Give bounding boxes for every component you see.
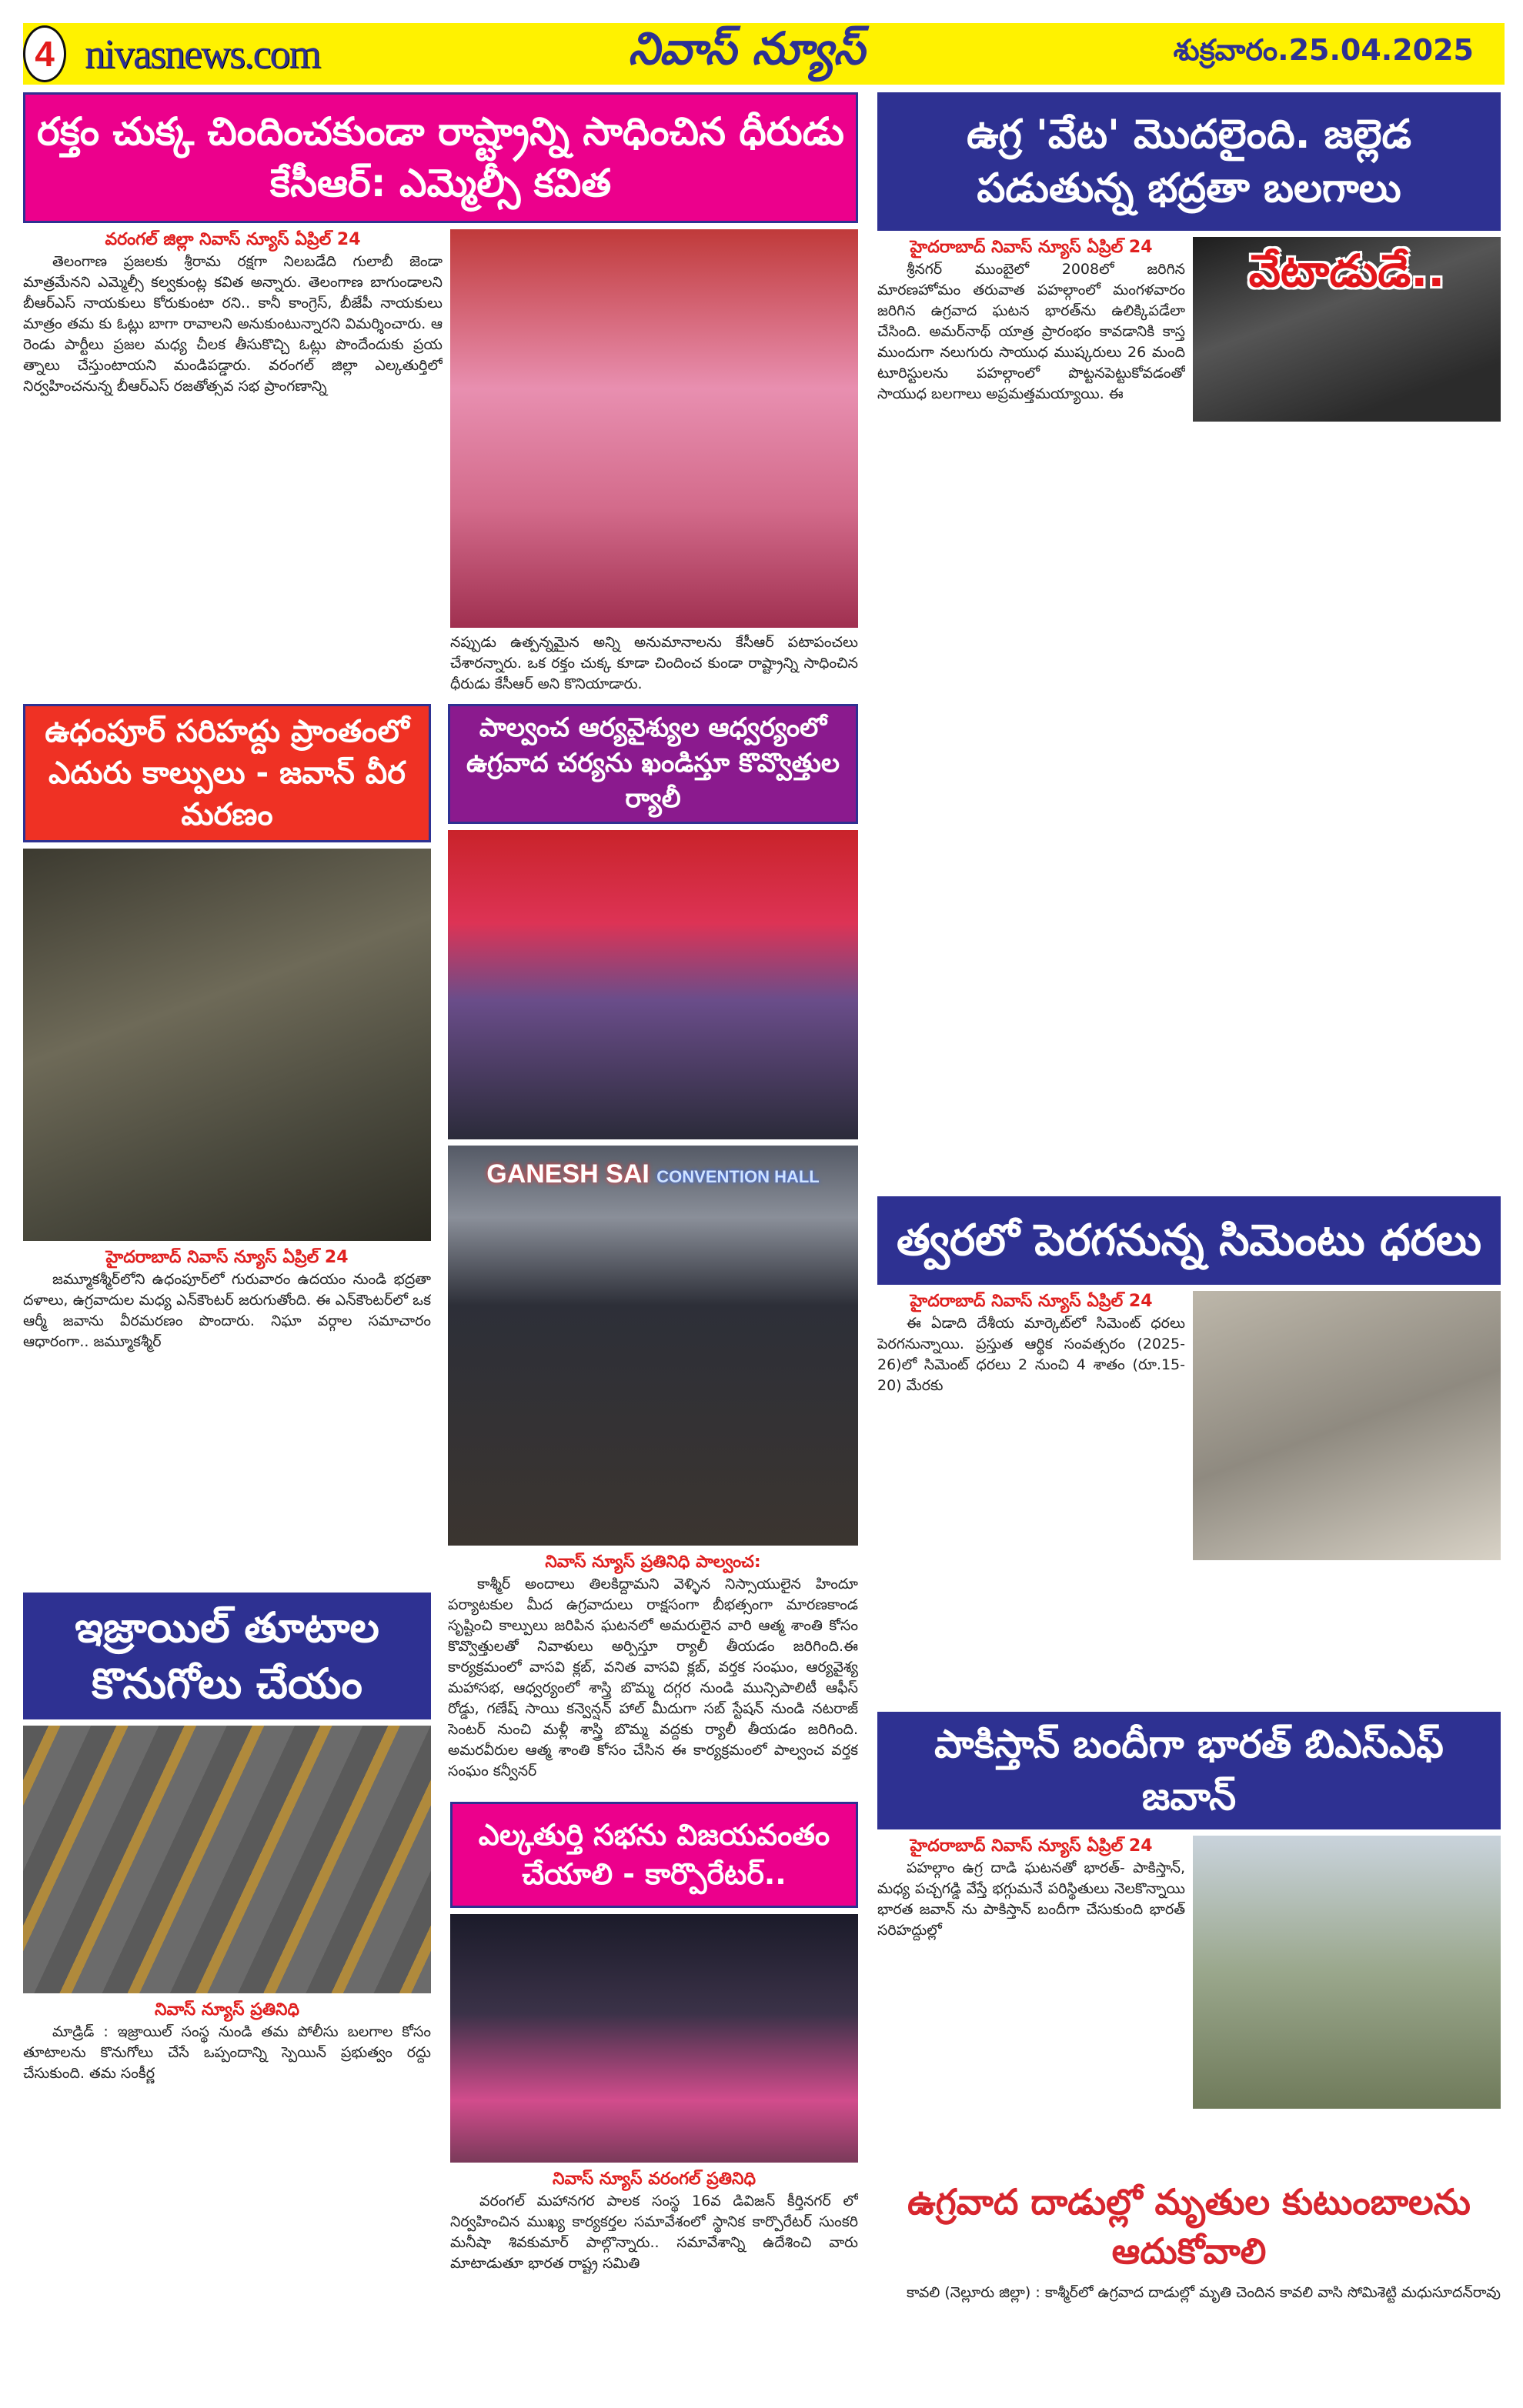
hall-sign-sub: CONVENTION HALL <box>656 1166 820 1186</box>
headline-elkaturthi-meeting: ఎల్కతుర్తి సభను విజయవంతం చేయాలి - కార్పొరేటర్.. <box>450 1802 858 1908</box>
article-israel <box>23 1999 431 2393</box>
headline-bsf-jawan: పాకిస్తాన్ బందీగా భారత్ బిఎస్ఎఫ్ జవాన్ <box>877 1712 1501 1829</box>
headline-security-hunt: ఉగ్ర 'వేట' మొదలైంది. జల్లెడ పడుతున్న భద్రతా బలగాలు <box>877 92 1501 231</box>
photo-caption: నప్పుడు ఉత్పన్నమైన అన్ని అనుమానాలను కేసీఆర్ పటాపంచలు చేశారన్నారు. ఒక రక్తం చుక్క కూడా చిందించ కుండా రాష్ట్రాన్ని సాధించిన ధీరుడు కేసీఆర్ అని కొనియాడారు. <box>450 634 858 692</box>
story-udhampur <box>23 704 431 1585</box>
headline-palvancha-rally: పాల్వంచ ఆర్యవైశ్యుల ఆధ్వర్యంలో ఉగ్రవాద చర్యను ఖండిస్తూ కొవ్వొత్తుల ర్యాలీ <box>448 704 858 824</box>
photo-convention-hall-rally <box>448 1146 858 1546</box>
article-security-hunt <box>877 237 1185 405</box>
article-kavitha <box>23 229 443 695</box>
article-cement <box>877 1291 1185 1704</box>
hall-sign-name: GANESH SAI <box>486 1159 650 1189</box>
headline-udhampur: ఉధంపూర్ సరిహద్దు ప్రాంతంలో ఎదురు కాల్పులు - జవాన్ వీర మరణం <box>23 704 431 842</box>
dateline: వరంగల్ జిల్లా నివాస్ న్యూస్ ఏప్రిల్ 24 <box>105 230 361 249</box>
story-kavitha <box>23 92 858 695</box>
photo-cement-bags <box>1193 1291 1501 1560</box>
story-cement <box>877 1196 1501 1704</box>
article-body: కాశ్మీర్ అందాలు తిలకిద్దామని వెళ్ళిన నిస్సాయులైన హిందూ పర్యాటకుల మీద ఉగ్రవాదులు రాక్షసంగా బీభత్సంగా మారణకాండ సృష్టించి కాల్పులు జరిపిన ఘటనలో అమరులైన వారి ఆత్మ శాంతి కోసం కొవ్వొత్తులతో నివాళులు అర్పిస్తూ ర్యాలీ తీయడం జరిగింది.ఈ కార్యక్రమంలో వాసవి క్లబ్, వనిత వాసవి క్లబ్, వర్తక సంఘం, ఆర్యవైశ్య మహాసభ, ఆధ్వర్యంలో శాస్త్రి బొమ్మ దగ్గర నుండి మున్సిపాలిటీ ఆఫీస్ రోడ్డు, గణేష్ సాయి కన్వెన్షన్ హాల్ మీదుగా సబ్ స్టేషన్ నుండి నటరాజ్ సెంటర్ నుంచి మళ్లీ శాస్త్రి బొమ్మ వద్దకు ర్యాలీ తీయడం జరిగింది. అమరవీరుల ఆత్మ శాంతి కోసం చేసిన ఈ కార్యక్రమంలో పాల్వంచ వర్తక సంఘం కన్వీనర్ <box>448 1575 858 1779</box>
masthead <box>23 23 1505 85</box>
dateline: హైదరాబాద్ నివాస్ న్యూస్ ఏప్రిల్ 24 <box>105 1248 349 1267</box>
article-body: వరంగల్ మహానగర పాలక సంస్థ 16వ డివిజన్ కీర్తినగర్ లో నిర్వహించిన ముఖ్య కార్యకర్తల సమావేశంలో స్థానిక కార్పొరేటర్ సుంకరి మనీషా శివకుమార్ పాల్గొన్నారు.. సమావేశాన్ని ఉదేశించి వారు మాటాడుతూ భారత రాష్ట్ర సమితి <box>450 2193 858 2272</box>
photo-bullets <box>23 1726 431 1993</box>
story-elkaturthi <box>450 1802 858 2393</box>
dateline: హైదరాబాద్ నివాస్ న్యూస్ ఏప్రిల్ 24 <box>910 238 1153 257</box>
dateline: నివాస్ న్యూస్ వరంగల్ ప్రతినిధి <box>553 2170 756 2189</box>
story-victims-families <box>877 2177 1501 2393</box>
article-palvancha <box>448 1552 858 1795</box>
page-number: 4 <box>23 25 66 82</box>
article-body: కావలి (నెల్లూరు జిల్లా) : కాశ్మీర్‌లో ఉగ్రవాద దాడుల్లో మృతి చెందిన కావలి వాసి సోమిశెట్టి మధుసూదన్‌రావు <box>907 2283 1501 2301</box>
website-name: nivasnews.com <box>85 31 320 77</box>
headline-victims-families: ఉగ్రవాద దాడుల్లో మృతుల కుటుంబాలను ఆదుకోవాలి <box>907 2181 1471 2273</box>
article-body: జమ్మూకశ్మీర్‌లోని ఉధంపూర్‌లో గురువారం ఉదయం నుండి భద్రతా దళాలు, ఉగ్రవాదుల మధ్య ఎన్‌కౌంటర్ జరుగుతోంది. ఈ ఎన్‌కౌంటర్‌లో ఒక ఆర్మీ జవాను వీరమరణం పొందారు. నిఘా వర్గాల సమాచారం ఆధారంగా.. జమ్మూకశ్మీర్ <box>23 1271 431 1350</box>
article-bsf-jawan <box>877 1836 1185 2170</box>
story-palvancha <box>448 704 858 1795</box>
dateline: హైదరాబాద్ నివాస్ న్యూస్ ఏప్రిల్ 24 <box>910 1836 1153 1856</box>
photo-security-forces <box>1193 237 1501 422</box>
photo-candle-rally-shop <box>448 830 858 1139</box>
photo-border-fence <box>1193 1836 1501 2109</box>
dateline: నివాస్ న్యూస్ ప్రతినిధి <box>154 2000 300 2019</box>
article-body: తెలంగాణ ప్రజలకు శ్రీరామ రక్షగా నిలబడేది గులాబీ జెండా మాత్రమేనని ఎమ్మెల్సీ కల్వకుంట్ల కవిత అన్నారు. తెలంగాణ బాగుండాలని బీఆర్ఎస్ నాయకులు కోరుకుంటా రని.. కానీ కాంగ్రెస్, బీజేపీ నాయకులు మాత్రం తమ కు ఓట్లు బాగా రావాలని అనుకుంటున్నారని విమర్శించారు. ఆ రెండు పార్టీలు ప్రజల మధ్య చీలక తీసుకొచ్చి ఓట్లు పొందేందుకు ప్రయ త్నాలు చేస్తుంటాయని మండిపడ్డారు. వరంగల్ జిల్లా ఎల్కతుర్తిలో నిర్వహించనున్న బీఆర్ఎస్ రజతోత్సవ సభ ప్రాంగణాన్ని <box>23 253 443 395</box>
article-elkaturthi <box>450 2169 858 2393</box>
story-bsf-jawan <box>877 1712 1501 2170</box>
article-body: ఈ ఏడాది దేశీయ మార్కెట్‌లో సిమెంట్ ధరలు పెరగనున్నాయి. ప్రస్తుత ఆర్థిక సంవత్సరం (2025-26)లో సిమెంట్ ధరలు 2 నుంచి 4 శాతం (రూ.15-20) మేరకు <box>877 1315 1185 1394</box>
headline-kavitha: రక్తం చుక్క చిందించకుండా రాష్ట్రాన్ని సాధించిన ధీరుడు కేసీఆర్: ఎమ్మెల్సీ కవిత <box>23 92 858 223</box>
article-victims-families <box>877 2283 1501 2393</box>
article-body: మాడ్రిడ్ : ఇజ్రాయిల్ సంస్థ నుండి తమ పోలీసు బలగాల కోసం తూటాలను కొనుగోలు చేసే ఒప్పందాన్ని స్పెయిన్ ప్రభుత్వం రద్దు చేసుకుంది. తమ సంకీర్ణ <box>23 2023 431 2082</box>
article-body: పహల్గాం ఉగ్ర దాడి ఘటనతో భారత్- పాకిస్తాన్, మధ్య పచ్చగడ్డి వేస్తే భగ్గుమనే పరిస్థితులు నెలకొన్నాయి భారత జవాన్ ను పాకిస్తాన్ బందీగా చేసుకుంది భారత్ సరిహద్దుల్లో <box>877 1859 1185 1939</box>
photo-overlay-text: వేటాడుడే.. <box>1248 245 1445 297</box>
article-udhampur <box>23 1247 431 1585</box>
article-body: శ్రీనగర్ ముంబైలో 2008లో జరిగిన మారణహోమం తరువాత పహల్గాంలో మంగళవారం జరిగిన ఉగ్రవాద ఘటన భారత్‌ను ఉలిక్కిపడేలా చేసింది. అమర్‌నాథ్ యాత్ర ప్రారంభం కావడానికి కాస్త ముందుగా నలుగురు సాయుధ ముష్కరులు 26 మంది టూరిస్టులను పహల్గాంలో పొట్టనపెట్టుకోవడంతో సాయుధ బలగాలు అప్రమత్తమయ్యాయి. ఈ <box>877 261 1185 402</box>
headline-cement-prices: త్వరలో పెరగనున్న సిమెంటు ధరలు <box>877 1196 1501 1285</box>
photo-army-patrol <box>23 849 431 1241</box>
issue-date: శుక్రవారం.25.04.2025 <box>1173 33 1474 67</box>
dateline: హైదరాబాద్ నివాస్ న్యూస్ ఏప్రిల్ 24 <box>910 1292 1153 1311</box>
photo-kavitha-rally <box>450 229 858 628</box>
dateline: నివాస్ న్యూస్ ప్రతినిధి పాల్వంచ: <box>545 1552 761 1572</box>
story-security-hunt <box>877 92 1501 1185</box>
hall-sign <box>448 1159 858 1189</box>
headline-israel-bullets: ఇజ్రాయిల్ తూటాల కొనుగోలు చేయం <box>23 1593 431 1719</box>
photo-corporator-meeting <box>450 1914 858 2163</box>
story-israel <box>23 1593 431 2393</box>
newspaper-logo: నివాస్ న్యూస్ <box>628 22 865 75</box>
